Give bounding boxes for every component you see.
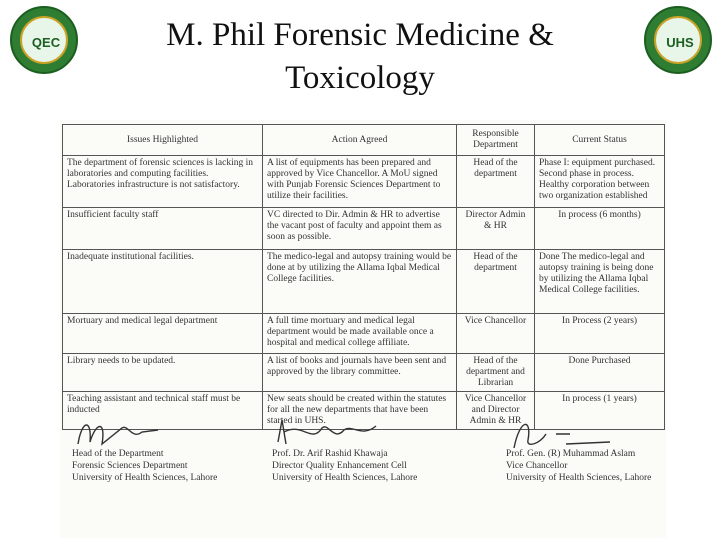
action-cell: VC directed to Dir. Admin & HR to advertise the vacant post of faculty and appoint them as soon as possible. — [263, 208, 457, 250]
signatory-name: Prof. Gen. (R) Muhammad Aslam — [506, 449, 636, 459]
signature-scribble — [72, 414, 162, 450]
qec-logo — [10, 6, 78, 74]
department-cell: Director Admin & HR — [457, 208, 535, 250]
action-cell: A list of books and journals have been sent and approved by the library committee. — [263, 354, 457, 392]
signatory-institution: University of Health Sciences, Lahore — [72, 473, 218, 483]
column-header-action: Action Agreed — [263, 125, 457, 156]
action-cell: A list of equipments has been prepared and approved by Vice Chancellor. A MoU signed with Punjab Forensic Sciences Department to utilize their facilities. — [263, 156, 457, 208]
status-cell: In process (6 months) — [535, 208, 665, 250]
status-cell: Done Purchased — [535, 354, 665, 392]
signatory-director-qec — [272, 414, 417, 484]
signatory-department: Forensic Sciences Department — [72, 461, 188, 471]
signatory-vice-chancellor — [506, 414, 651, 484]
issue-cell: Library needs to be updated. — [63, 354, 263, 392]
signatory-institution: University of Health Sciences, Lahore — [272, 473, 418, 483]
table-row — [63, 314, 665, 354]
action-cell: New seats should be created within the statutes for all the new departments that have been started in UHS. — [263, 392, 457, 430]
department-cell: Head of the department — [457, 250, 535, 314]
department-cell: Head of the department and Librarian — [457, 354, 535, 392]
page-title — [120, 14, 600, 100]
table-row — [63, 208, 665, 250]
signatory-institution: University of Health Sciences, Lahore — [506, 473, 652, 483]
table-header-row — [63, 125, 665, 156]
issue-cell: Teaching assistant and technical staff must be inducted — [63, 392, 263, 430]
signature-scribble — [272, 414, 382, 450]
status-cell: Phase I: equipment purchased. Second phase in process. Healthy corporation between two organization established — [535, 156, 665, 208]
qec-logo-seal — [20, 16, 68, 64]
table-row — [63, 250, 665, 314]
department-cell: Vice Chancellor and Director Admin & HR — [457, 392, 535, 430]
status-cell: In Process (2 years) — [535, 314, 665, 354]
column-header-status: Current Status — [535, 125, 665, 156]
uhs-logo — [644, 6, 712, 74]
issue-cell: Inadequate institutional facilities. — [63, 250, 263, 314]
table-row — [63, 354, 665, 392]
department-cell: Vice Chancellor — [457, 314, 535, 354]
column-header-department: Responsible Department — [457, 125, 535, 156]
column-header-issues: Issues Highlighted — [63, 125, 263, 156]
department-cell: Head of the department — [457, 156, 535, 208]
signatory-title: Vice Chancellor — [506, 461, 568, 471]
signatory-title: Director Quality Enhancement Cell — [272, 461, 407, 471]
signature-block — [72, 414, 662, 494]
qec-logo-monogram: QEC — [31, 35, 61, 50]
signature-scribble — [506, 414, 616, 450]
page-title-line1: M. Phil Forensic Medicine & — [166, 17, 554, 53]
issue-cell: The department of forensic sciences is lacking in laboratories and computing facilities. Laboratories infrastructure is not satisfactory. — [63, 156, 263, 208]
issue-cell: Mortuary and medical legal department — [63, 314, 263, 354]
signatory-head-of-department — [72, 414, 217, 484]
action-cell: The medico-legal and autopsy training would be done at by utilizing the Allama Iqbal Medical College facilities. — [263, 250, 457, 314]
page-title-line2: Toxicology — [285, 60, 435, 96]
uhs-logo-seal — [654, 16, 702, 64]
status-cell: In process (1 years) — [535, 392, 665, 430]
table-row — [63, 156, 665, 208]
uhs-logo-monogram: UHS — [666, 35, 694, 50]
issue-cell: Insufficient faculty staff — [63, 208, 263, 250]
issues-table — [62, 124, 665, 430]
signatory-name: Prof. Dr. Arif Rashid Khawaja — [272, 449, 388, 459]
action-cell: A full time mortuary and medical legal department would be made available once a hospital and medical college affiliate. — [263, 314, 457, 354]
signatory-title: Head of the Department — [72, 449, 164, 459]
status-cell: Done The medico-legal and autopsy training is being done by utilizing the Allama Iqbal Medical College facilities. — [535, 250, 665, 314]
